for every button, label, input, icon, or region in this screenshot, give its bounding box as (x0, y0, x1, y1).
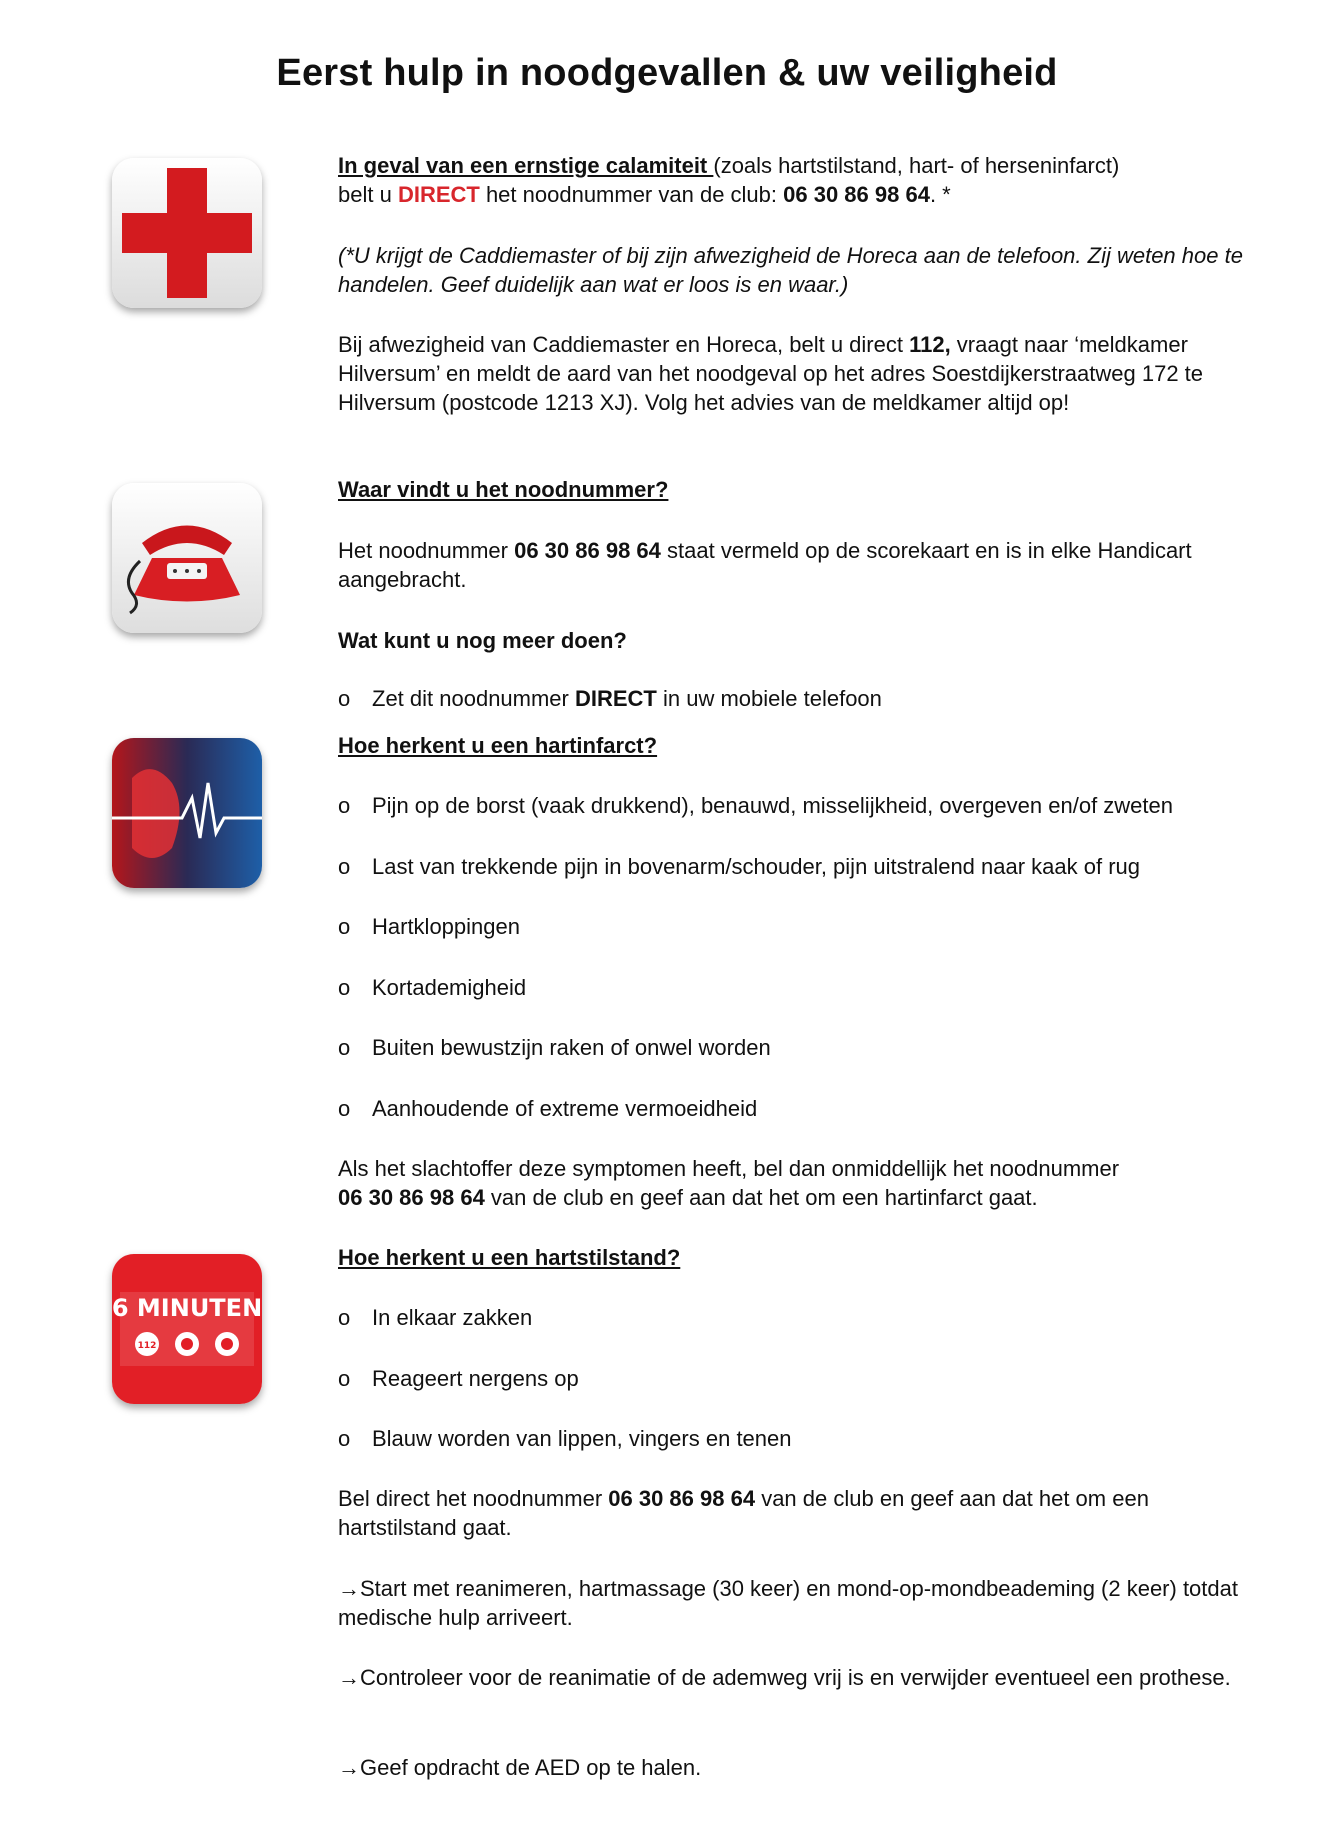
list-item: o Aanhoudende of extreme vermoeidheid (338, 1096, 758, 1121)
list-item: o Kortademigheid (338, 975, 527, 1000)
heart-ecg-icon (112, 738, 262, 888)
intro-heading: In geval van een ernstige calamiteit (338, 153, 714, 178)
list-item: o Reageert nergens op (338, 1366, 579, 1391)
red-cross-icon (112, 158, 262, 308)
arrow-icon: → (338, 1576, 360, 1601)
step-item: →Controleer voor de reanimatie of de ademweg vrij is en verwijder eventueel een prothese. (338, 1665, 1231, 1690)
list-item: o Pijn op de borst (vaak drukkend), benauwd, misselijkheid, overgeven en/of zweten (338, 793, 1174, 818)
list-item: o Hartkloppingen (338, 914, 520, 939)
intro-paragraph: In geval van een ernstige calamiteit (zoals hartstilstand, hart- of herseninfarct) belt u DIRECT het noodnummer van de club: 06 30 86 98 64. * (338, 153, 1120, 207)
more-heading: Wat kunt u nog meer doen? (338, 628, 627, 653)
page-title: Eerst hulp in noodgevallen & uw veiligheid (276, 52, 1058, 94)
where-heading: Waar vindt u het noodnummer? (338, 477, 669, 502)
cardiac-arrest-heading: Hoe herkent u een hartstilstand? (338, 1245, 681, 1270)
number-112: 112, (909, 332, 951, 357)
direct-emphasis: DIRECT (397, 182, 480, 207)
list-item: o In elkaar zakken (338, 1305, 533, 1330)
where-paragraph: Het noodnummer 06 30 86 98 64 staat vermeld op de scorekaart en is in elke Handicart aangebracht. (338, 538, 1192, 592)
step-item: →Geef opdracht de AED op te halen. (338, 1755, 702, 1780)
list-item: o Buiten bewustzijn raken of onwel worden (338, 1035, 771, 1060)
arrow-icon: → (338, 1665, 360, 1690)
six-minutes-label: 6 MINUTEN (112, 1294, 262, 1322)
step-item: →Start met reanimeren, hartmassage (30 keer) en mond-op-mondbeademing (2 keer) totdat medische hulp arriveert. (338, 1576, 1238, 1630)
arrow-icon: → (338, 1755, 360, 1780)
emergency-number: 06 30 86 98 64 (783, 182, 930, 207)
red-telephone-icon (112, 483, 262, 633)
six-minutes-icon (112, 1254, 262, 1404)
heart-attack-advice: Als het slachtoffer deze symptomen heeft, bel dan onmiddellijk het noodnummer 06 30 86 98 64 van de club en geef aan dat het om een hartinfarct gaat. (338, 1156, 1120, 1210)
badge-112: 112 (137, 1341, 157, 1351)
heart-attack-heading: Hoe herkent u een hartinfarct? (338, 733, 658, 758)
list-item: o Blauw worden van lippen, vingers en tenen (338, 1426, 792, 1451)
cardiac-arrest-advice: Bel direct het noodnummer 06 30 86 98 64 van de club en geef aan dat het om een hartstilstand gaat. (338, 1486, 1149, 1540)
list-item: o Last van trekkende pijn in bovenarm/schouder, pijn uitstralend naar kaak of rug (338, 854, 1141, 879)
intro-112-paragraph: Bij afwezigheid van Caddiemaster en Horeca, belt u direct 112, vraagt naar ‘meldkamer Hilversum’ en meldt de aard van het noodgeval op het adres Soestdijkerstraatweg 172 te Hilversum (postcode 1213 XJ). Volg het advies van de meldkamer altijd op! (338, 332, 1204, 415)
intro-note: (*U krijgt de Caddiemaster of bij zijn afwezigheid de Horeca aan de telefoon. Zij weten hoe te handelen. Geef duidelijk aan wat er loos is en waar.) (338, 243, 1243, 297)
list-item: o Zet dit noodnummer DIRECT in uw mobiele telefoon (338, 686, 882, 711)
